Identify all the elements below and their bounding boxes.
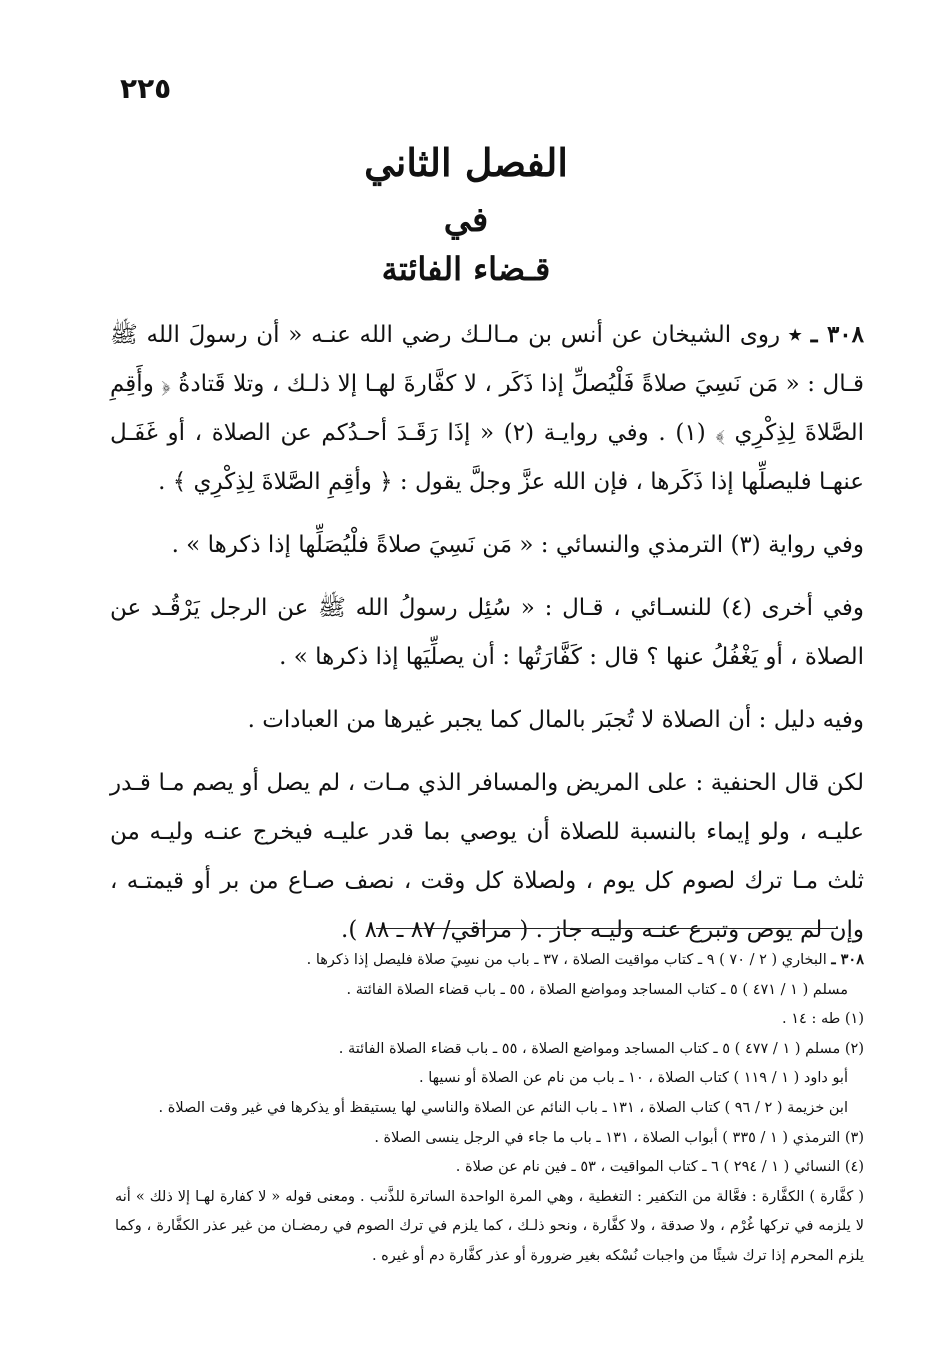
footnote-2-ibnkhuzaymah: ابن خزيمة ( ٢ / ٩٦ ) كتاب الصلاة ، ١٣١ ـ باب النائم عن الصلاة والناسي لها يستيقظ أو يذكرها في غير وقت الصلاة . [158,1099,848,1116]
hadith-number: ٣٠٨ ـ ٭ [788,321,864,348]
chapter-connector: في [443,200,489,240]
footnote-divider [376,928,838,929]
paragraph-hanafi: لكن قال الحنفية : على المريض والمسافر الذي مـات ، لم يصل أو يصم مـا قـدر عليـه ، ولو إيماء بالنسبة للصلاة أن يوصي بما قدر عليـه فيخرج عنـه وليـه من ثلث مـا ترك لصوم كل يوم ، ولصلاة كل وقت ، نصف صـاع من بر أو قيمتـه ، وإن لم يوص وتبرع عنـه وليـه جاز . ( مراقي/ ٨٧ ـ ٨٨ ). [110,770,864,943]
paragraph-tirmidhi: وفي رواية (٣) الترمذي والنسائي : « مَن نَسِيَ صلاةً فلْيُصَلِّها إذا ذكرها » . [171,532,864,558]
footnote-308-muslim: مسلم ( ١ / ٤٧١ ) ٥ ـ كتاب المساجد ومواضع الصلاة ، ٥٥ ـ باب قضاء الصلاة الفائتة . [346,981,848,998]
page-number: ٢٢٥ [120,72,172,105]
paragraph-evidence: وفيه دليل : أن الصلاة لا تُجبَر بالمال كما يجبر غيرها من العبادات . [247,707,864,733]
footnote-4: (٤) النسائي ( ١ / ٢٩٤ ) ٦ ـ كتاب المواقيت ، ٥٣ ـ فين نام عن صلاة . [455,1159,864,1176]
footnote-gloss: ( كفَّارة ) الكفَّارة : فعَّالة من التكفير : التغطية ، وهي المرة الواحدة الساترة للذَّنب . ومعنى قوله « لا كفارة لهـا إلا ذلك » أنه لا يلزمه في تركها غُرْم ، ولا صدقة ، ولا كفَّارة ، ونحو ذلـك ، كما يلزم في ترك الصوم في رمضـان من غير عذر الكفَّارة ، وكما يلزم المحرم إذا ترك شيئًا من واجبات نُسْكه بغير ضرورة أو عذر كفَّارة دم أو غيره . [115,1188,864,1264]
footnote-2-muslim: (٢) مسلم ( ١ / ٤٧٧ ) ٥ ـ كتاب المساجد ومواضع الصلاة ، ٥٥ ـ باب قضاء الصلاة الفائتة . [338,1040,864,1057]
footnote-3: (٣) الترمذي ( ١ / ٣٣٥ ) أبواب الصلاة ، ١٣١ ـ باب ما جاء في الرجل ينسى الصلاة . [374,1129,864,1146]
footnote-308-number: ٣٠٨ ـ [831,951,864,968]
footnotes [115,945,864,1272]
chapter-subtitle: قـضاء الفائتة [381,250,551,288]
main-text [110,310,864,955]
footnote-2-abudawud: أبو داود ( ١ / ١١٩ ) كتاب الصلاة ، ١٠ ـ باب من نام عن الصلاة أو نسيها . [419,1070,848,1087]
paragraph-nasai: وفي أخرى (٤) للنسـائي ، قـال : « سُئِل رسولُ الله ﷺ عن الرجل يَرْقُـد عن الصلاة ، أو يَغْفُلُ عنها ؟ قال : كَفَّارَتُها : أن يصلِّيَها إذا ذكرها » . [110,595,864,670]
footnote-308-bukhari: البخاري ( ٢ / ٧٠ ) ٩ ـ كتاب مواقيت الصلاة ، ٣٧ ـ باب من نسِيَ صلاة فليصل إذا ذكرها . [306,952,827,968]
footnote-1: (١) طه : ١٤ . [782,1011,864,1028]
paragraph-308-text: روى الشيخان عن أنس بن مـالـك رضي الله عنـه « أن رسولَ الله ﷺ قـال : « مَن نَسِيَ صلاةً فَلْيُصلِّ إذا ذَكَر ، لا كفَّارةَ لهـا إلا ذلـك ، وتلا قَتادةُ ﴿ وأَقِمِ الصَّلاةَ لِذِكْرِي ﴾ (١) . وفي روايـة (٢) « إذَا رَقَـدَ أحـدُكم عن الصلاة ، أو غَفَـل عنهـا فليصلِّها إذا ذَكَرها ، فإن الله عزَّ وجلَّ يقول : ﴿ وأقِمِ الصَّلاةَ لِذِكْرِي ﴾ . [110,322,865,495]
chapter-title: الفصل الثاني [364,140,568,185]
footnote-308 [115,945,864,976]
paragraph-308 [110,310,864,507]
